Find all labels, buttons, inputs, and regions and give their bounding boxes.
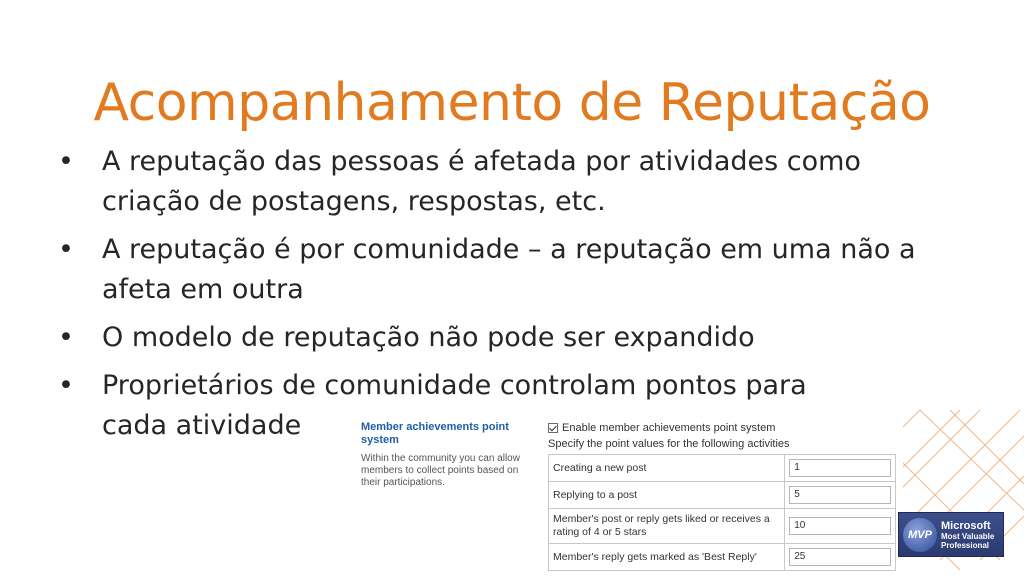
activity-label: Replying to a post [549, 482, 785, 509]
slide-title: Acompanhamento de Reputação [93, 72, 931, 133]
mvp-line-2: Most Valuable [941, 531, 995, 541]
bullet-item [58, 230, 948, 310]
specify-text: Specify the point values for the following activities [548, 438, 790, 450]
activity-label: Member's post or reply gets liked or receives a rating of 4 or 5 stars [549, 509, 785, 544]
table-row [549, 482, 896, 509]
mvp-badge [898, 512, 1004, 557]
panel-description: Within the community you can allow members to collect points based on their participations. [361, 453, 520, 488]
enable-checkbox[interactable] [548, 423, 558, 433]
mvp-line-1: Microsoft [941, 519, 991, 532]
bullet-text: A reputação é por comunidade – a reputação em uma não a afeta em outra [102, 234, 916, 305]
points-input[interactable]: 1 [789, 459, 891, 477]
bullet-text: A reputação das pessoas é afetada por atividades como criação de postagens, respostas, etc. [102, 146, 861, 217]
bullet-item [58, 318, 948, 358]
mvp-line-3: Professional [941, 540, 990, 550]
panel-right [548, 421, 898, 571]
points-table [548, 454, 896, 571]
points-input[interactable]: 10 [789, 517, 891, 535]
panel-left [361, 421, 531, 489]
bullet-dot-icon: • [58, 234, 74, 265]
activity-label: Creating a new post [549, 455, 785, 482]
bullet-text: Proprietários de comunidade controlam pontos para cada atividade [102, 370, 807, 441]
table-row [549, 455, 896, 482]
bullet-dot-icon: • [58, 146, 74, 177]
bullet-dot-icon: • [58, 370, 74, 401]
table-row [549, 544, 896, 571]
bullet-list [58, 142, 948, 454]
enable-checkbox-label: Enable member achievements point system [562, 422, 776, 434]
bullet-dot-icon: • [58, 322, 74, 353]
settings-panel [355, 415, 903, 576]
points-input[interactable]: 5 [789, 486, 891, 504]
enable-checkbox-row[interactable] [548, 421, 898, 435]
bullet-item [58, 142, 948, 222]
points-input[interactable]: 25 [789, 548, 891, 566]
bullet-text: O modelo de reputação não pode ser expandido [102, 322, 755, 353]
activity-label: Member's reply gets marked as 'Best Reply' [549, 544, 785, 571]
panel-heading: Member achievements point system [361, 421, 509, 446]
table-row [549, 509, 896, 544]
mvp-text [941, 520, 994, 550]
mvp-logo-icon: MVP [903, 518, 937, 552]
